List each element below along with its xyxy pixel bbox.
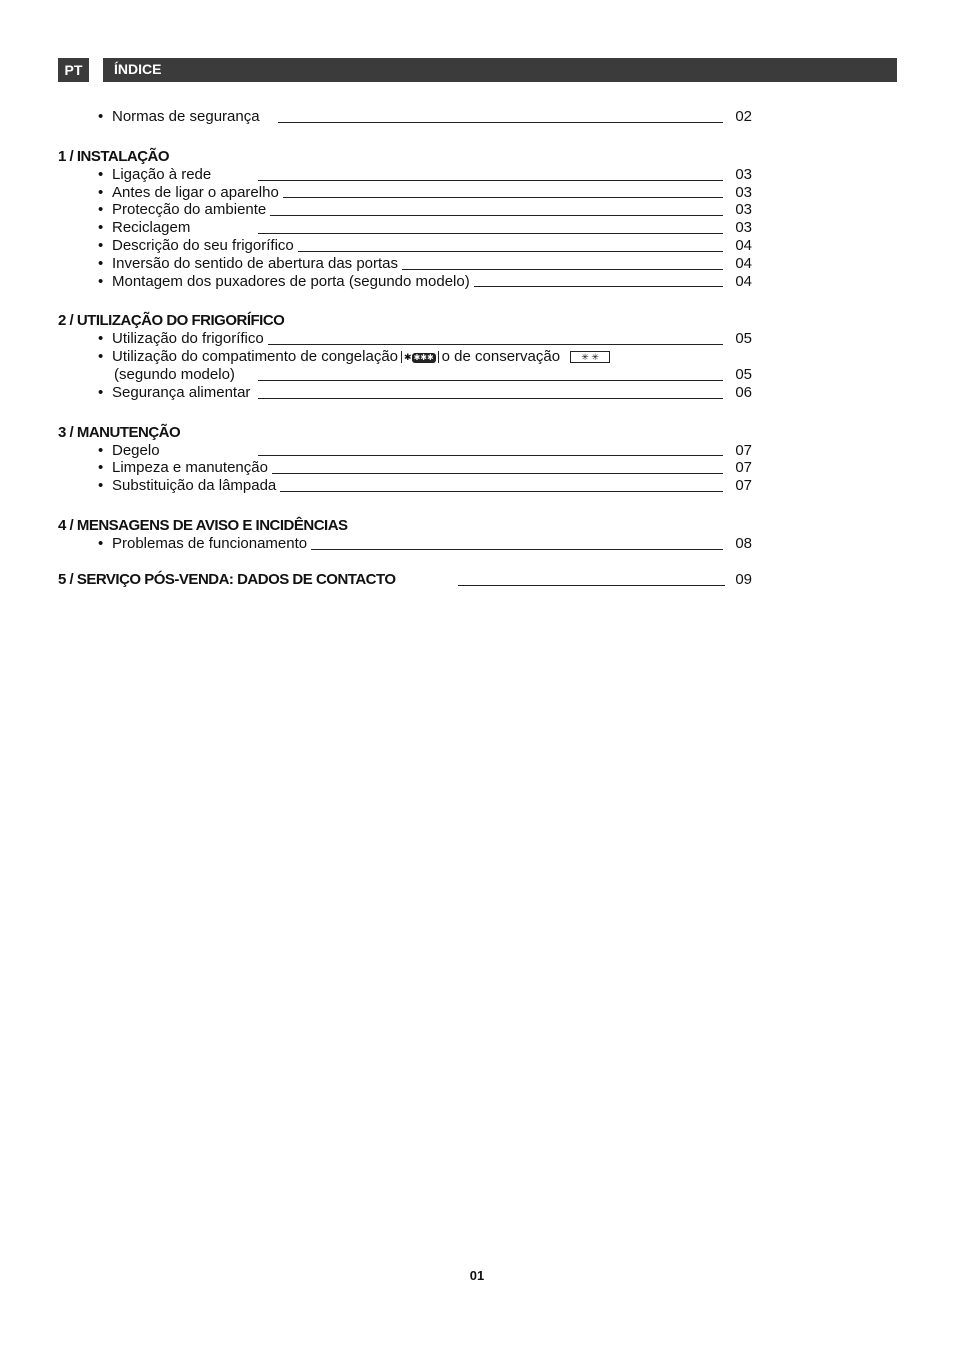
toc-entry-label-mid: o de conservação — [441, 348, 561, 366]
toc-entry-label: Protecção do ambiente — [112, 201, 267, 219]
toc-page-number: 08 — [735, 534, 752, 552]
toc-entry-label: Descrição do seu frigorífico — [112, 236, 294, 254]
toc-entry-label: Problemas de funcionamento — [112, 534, 308, 552]
toc-entry-label: Normas de segurança — [112, 108, 260, 125]
toc-page-number: 05 — [735, 365, 752, 383]
toc-page-number: 07 — [735, 459, 752, 477]
page-number: 01 — [469, 1268, 485, 1283]
toc-page-number: 03 — [735, 183, 752, 201]
toc-entry[interactable]: • Problemas de funcionamento 08 — [98, 534, 752, 552]
toc-entry[interactable]: • Reciclagem 03 — [98, 219, 752, 237]
toc-entry-label: Antes de ligar o aparelho — [112, 183, 279, 201]
toc-entry-label: Montagem dos puxadores de porta (segundo modelo) — [112, 272, 470, 290]
toc-page-number: 04 — [735, 272, 752, 290]
toc-entry[interactable]: • Descrição do seu frigorífico 04 — [98, 236, 752, 254]
toc-entry-label: Segurança alimentar — [112, 383, 251, 401]
toc-page-number: 07 — [735, 441, 752, 459]
section-title[interactable]: 3 / MANUTENÇÃO — [58, 423, 181, 441]
page-title: ÍNDICE — [103, 58, 897, 82]
toc-page-number: 03 — [735, 219, 752, 237]
language-tag: PT — [58, 58, 89, 82]
toc-entry[interactable]: • Protecção do ambiente 03 — [98, 201, 752, 219]
toc-entry[interactable]: • Antes de ligar o aparelho 03 — [98, 183, 752, 201]
toc-entry[interactable]: • Inversão do sentido de abertura das portas 04 — [98, 254, 752, 272]
toc-entry[interactable]: • Utilização do frigorífico 05 — [98, 330, 752, 348]
toc-entry[interactable]: • Substituição da lâmpada 07 — [98, 477, 752, 495]
bullet: • — [98, 108, 104, 125]
toc-page-number: 09 — [735, 570, 752, 588]
toc-page-number: 04 — [735, 254, 752, 272]
leader-line — [278, 122, 723, 123]
conservation-star-icon: ✳ ✳ — [570, 351, 610, 363]
toc-entry-label: Utilização do frigorífico — [112, 330, 264, 348]
toc-entry[interactable]: • Montagem dos puxadores de porta (segundo modelo) 04 — [98, 272, 752, 290]
toc-page-number: 07 — [735, 477, 752, 495]
toc-entry[interactable]: • Utilização do compatimento de congelação ✱ ✱✱✱ o de conservação ✳ ✳ — [58, 348, 758, 366]
page-header — [58, 58, 897, 82]
toc-page-number: 02 — [735, 108, 752, 125]
toc-page-number: 04 — [735, 236, 752, 254]
section-title[interactable]: 2 / UTILIZAÇÃO DO FRIGORÍFICO — [58, 312, 285, 330]
toc-final-entry[interactable] — [58, 571, 758, 589]
toc-entry-label: Utilização do compatimento de congelação — [112, 348, 399, 366]
toc-entry[interactable]: • Degelo 07 — [98, 441, 752, 459]
toc-entry-label: Inversão do sentido de abertura das portas — [112, 254, 399, 272]
freezer-star-icon: ✱ ✱✱✱ — [401, 351, 439, 363]
toc-entry-label: Reciclagem — [112, 219, 191, 237]
leader-line — [458, 585, 725, 586]
toc-page-number: 03 — [735, 165, 752, 183]
toc-page-number: 06 — [735, 383, 752, 401]
toc-entry-label: Substituição da lâmpada — [112, 477, 277, 495]
toc-entry[interactable]: • Segurança alimentar 06 — [98, 383, 752, 401]
toc-entry-label: Ligação à rede — [112, 165, 212, 183]
toc-page-number: 05 — [735, 330, 752, 348]
section-title[interactable]: 1 / INSTALAÇÃO — [58, 147, 170, 165]
section-title[interactable]: 4 / MENSAGENS DE AVISO E INCIDÊNCIAS — [58, 516, 348, 534]
toc-entry[interactable]: • Ligação à rede 03 — [98, 165, 752, 183]
toc-page-number: 03 — [735, 201, 752, 219]
toc-entry-label: Limpeza e manutenção — [112, 459, 268, 477]
toc-entry-label: Degelo — [112, 441, 160, 459]
toc-entry[interactable] — [58, 108, 758, 126]
toc-entry-continuation[interactable]: (segundo modelo) 05 — [114, 365, 752, 383]
toc-entry[interactable]: • Limpeza e manutenção 07 — [98, 459, 752, 477]
table-of-contents — [58, 108, 758, 589]
section-title: 5 / SERVIÇO PÓS-VENDA: DADOS DE CONTACTO — [58, 571, 406, 589]
